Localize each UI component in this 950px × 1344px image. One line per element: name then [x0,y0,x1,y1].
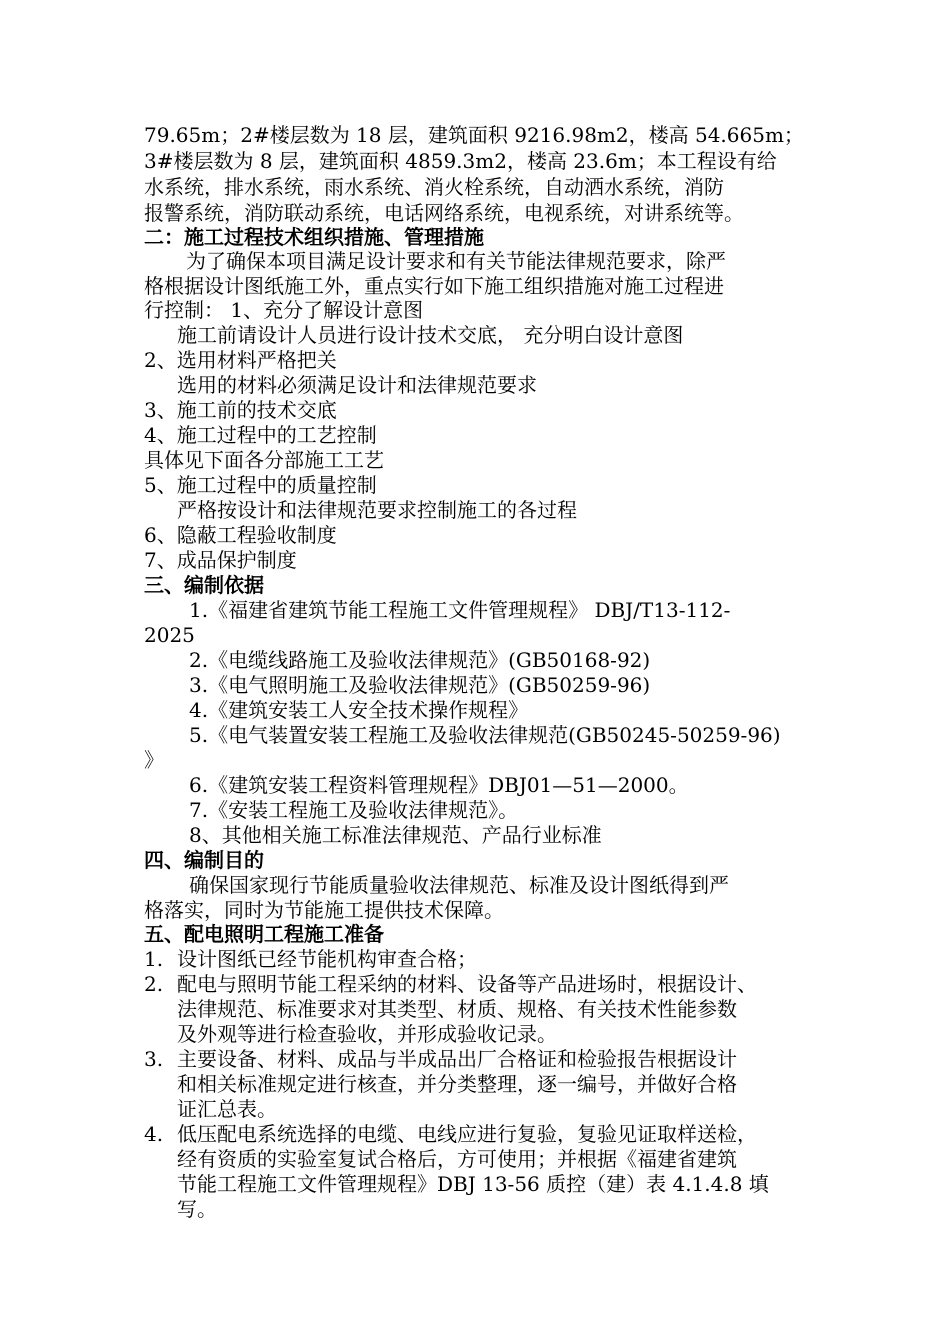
reference-item: 》 [144,748,164,772]
list-item-line: 证汇总表。 [177,1097,277,1121]
list-item: 3、施工前的技术交底 [144,398,337,422]
paragraph-line: 格根据设计图纸施工外，重点实行如下施工组织措施对施工过程进 [144,274,724,298]
section-heading: 四、编制目的 [144,848,264,872]
list-item-line: 和相关标准规定进行核查，并分类整理，逐一编号，并做好合格 [177,1072,737,1096]
reference-item: 6.《建筑安装工程资料管理规程》DBJ01—51—2000。 [189,773,689,797]
paragraph-line: 确保国家现行节能质量验收法律规范、标准及设计图纸得到严 [189,873,729,897]
section-heading: 五、配电照明工程施工准备 [144,922,384,946]
reference-item: 2025 [144,623,195,647]
paragraph-line: 为了确保本项目满足设计要求和有关节能法律规范要求，除严 [186,249,726,273]
list-item: 6、隐蔽工程验收制度 [144,523,337,547]
reference-item: 7.《安装工程施工及验收法律规范》。 [189,798,519,822]
list-item-line: 设计图纸已经节能机构审查合格； [177,947,477,971]
paragraph-line: 选用的材料必须满足设计和法律规范要求 [177,373,537,397]
paragraph-line: 格落实，同时为节能施工提供技术保障。 [144,898,504,922]
list-item: 2、选用材料严格把关 [144,348,337,372]
intro-line: 水系统，排水系统，雨水系统、消火栓系统，自动洒水系统，消防 [144,175,724,199]
list-number: 4. [144,1122,164,1146]
paragraph-line: 行控制： 1、充分了解设计意图 [144,298,424,322]
list-item-line: 经有资质的实验室复试合格后，方可使用；并根据《福建省建筑 [177,1147,737,1171]
reference-item: 2.《电缆线路施工及验收法律规范》(GB50168-92) [189,648,651,672]
paragraph-line: 严格按设计和法律规范要求控制施工的各过程 [177,498,577,522]
reference-item: 4.《建筑安装工人安全技术操作规程》 [189,698,529,722]
section-heading: 三、编制依据 [144,573,264,597]
reference-item: 5.《电气装置安装工程施工及验收法律规范(GB50245-50259-96) [189,723,781,747]
intro-line: 报警系统，消防联动系统，电话网络系统，电视系统，对讲系统等。 [144,201,744,225]
section-heading: 二：施工过程技术组织措施、管理措施 [144,225,484,249]
list-number: 1. [144,947,164,971]
list-item-line: 及外观等进行检查验收，并形成验收记录。 [177,1022,557,1046]
list-item-line: 配电与照明节能工程采纳的材料、设备等产品进场时，根据设计、 [177,972,757,996]
paragraph-line: 具体见下面各分部施工工艺 [144,448,384,472]
list-item-line: 节能工程施工文件管理规程》DBJ 13-56 质控（建）表 4.1.4.8 填 [177,1172,769,1196]
intro-line: 79.65m；2#楼层数为 18 层，建筑面积 9216.98m2，楼高 54.665m； [144,123,804,147]
list-item-line: 法律规范、标准要求对其类型、材质、规格、有关技术性能参数 [177,997,737,1021]
reference-item: 1.《福建省建筑节能工程施工文件管理规程》 DBJ/T13-112- [189,598,731,622]
reference-item: 8、其他相关施工标准法律规范、产品行业标准 [189,823,602,847]
list-item: 7、成品保护制度 [144,548,297,572]
list-number: 2. [144,972,164,996]
intro-line: 3#楼层数为 8 层，建筑面积 4859.3m2，楼高 23.6m；本工程设有给 [144,149,777,173]
reference-item: 3.《电气照明施工及验收法律规范》(GB50259-96) [189,673,651,697]
paragraph-line: 施工前请设计人员进行设计技术交底， 充分明白设计意图 [177,323,684,347]
list-item-line: 低压配电系统选择的电缆、电线应进行复验，复验见证取样送检， [177,1122,757,1146]
list-item: 5、施工过程中的质量控制 [144,473,377,497]
list-item: 4、施工过程中的工艺控制 [144,423,377,447]
list-number: 3. [144,1047,164,1071]
list-item-line: 写。 [177,1197,217,1221]
list-item-line: 主要设备、材料、成品与半成品出厂合格证和检验报告根据设计 [177,1047,737,1071]
